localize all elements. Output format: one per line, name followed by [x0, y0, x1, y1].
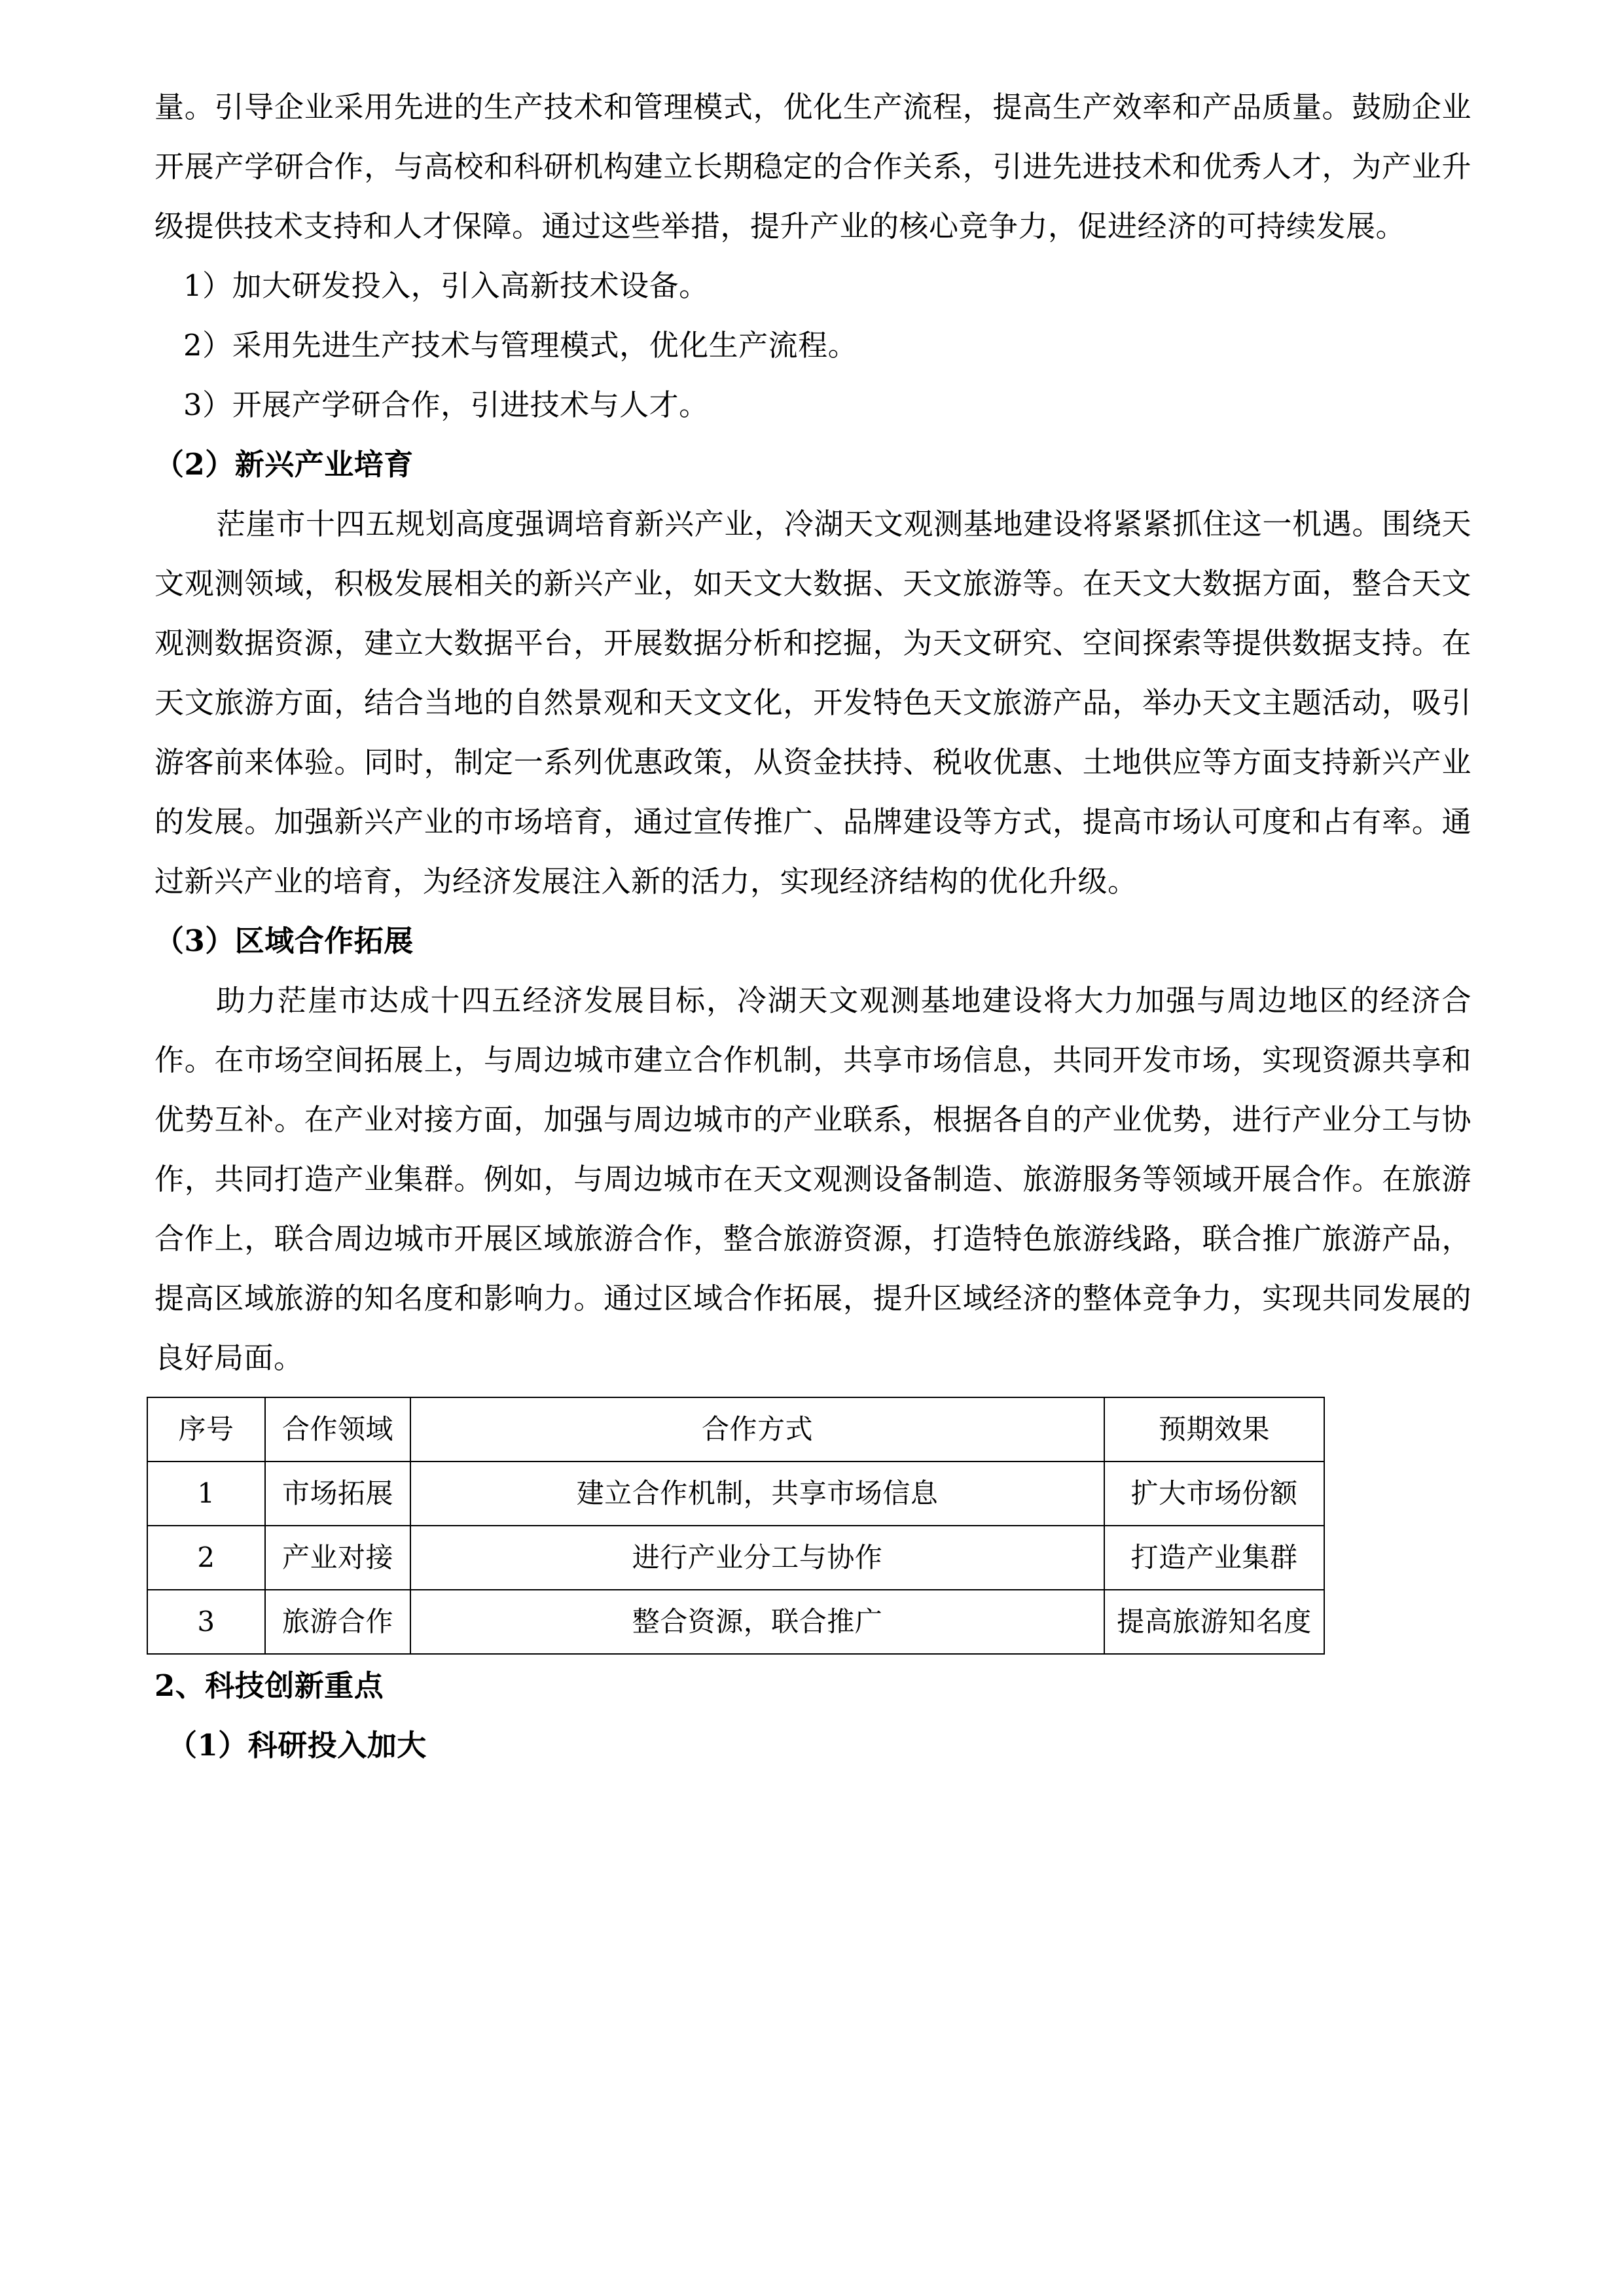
table-cell-no: 3 [147, 1590, 265, 1654]
table-cell-area: 旅游合作 [265, 1590, 410, 1654]
heading-regional-cooperation: （3）区域合作拓展 [154, 924, 414, 958]
table-header-cell-way: 合作方式 [410, 1397, 1104, 1462]
heading-research-investment: （1）科研投入加大 [168, 1728, 427, 1763]
table-cell-area: 市场拓展 [265, 1462, 410, 1526]
table-header-cell-no: 序号 [147, 1397, 265, 1462]
table-cell-way: 整合资源，联合推广 [410, 1590, 1104, 1654]
table-row [147, 1462, 1324, 1526]
table-cell-eff: 扩大市场份额 [1104, 1462, 1324, 1526]
paragraph-emerging-industry: 茫崖市十四五规划高度强调培育新兴产业，冷湖天文观测基地建设将紧紧抓住这一机遇。围绕天文观测领域，积极发展相关的新兴产业，如天文大数据、天文旅游等。在天文大数据方面，整合天文观测数据资源，建立大数据平台，开展数据分析和挖掘，为天文研究、空间探索等提供数据支持。在天文旅游方面，结合当地的自然景观和天文文化，开发特色天文旅游产品，举办天文主题活动，吸引游客前来体验。同时，制定一系列优惠政策，从资金扶持、税收优惠、土地供应等方面支持新兴产业的发展。加强新兴产业的市场培育，通过宣传推广、品牌建设等方式，提高市场认可度和占有率。通过新兴产业的培育，为经济发展注入新的活力，实现经济结构的优化升级。 [154, 507, 1471, 899]
paragraph-regional-cooperation: 助力茫崖市达成十四五经济发展目标，冷湖天文观测基地建设将大力加强与周边地区的经济合作。在市场空间拓展上，与周边城市建立合作机制，共享市场信息，共同开发市场，实现资源共享和优势互补。在产业对接方面，加强与周边城市的产业联系，根据各自的产业优势，进行产业分工与协作，共同打造产业集群。例如，与周边城市在天文观测设备制造、旅游服务等领域开展合作。在旅游合作上，联合周边城市开展区域旅游合作，整合旅游资源，打造特色旅游线路，联合推广旅游产品，提高区域旅游的知名度和影响力。通过区域合作拓展，提升区域经济的整体竞争力，实现共同发展的良好局面。 [154, 983, 1471, 1375]
table-header-cell-area: 合作领域 [265, 1397, 410, 1462]
cooperation-table [147, 1397, 1325, 1655]
heading-emerging-industry: （2）新兴产业培育 [154, 447, 414, 482]
table-cell-eff: 提高旅游知名度 [1104, 1590, 1324, 1654]
list-item-2: 2）采用先进生产技术与管理模式，优化生产流程。 [183, 328, 858, 363]
table-cell-eff: 打造产业集群 [1104, 1526, 1324, 1590]
page-content [154, 77, 1471, 1775]
table-header-row [147, 1397, 1324, 1462]
paragraph-continued-production: 量。引导企业采用先进的生产技术和管理模式，优化生产流程，提高生产效率和产品质量。鼓励企业开展产学研合作，与高校和科研机构建立长期稳定的合作关系，引进先进技术和优秀人才，为产业升级提供技术支持和人才保障。通过这些举措，提升产业的核心竞争力，促进经济的可持续发展。 [154, 90, 1471, 243]
table-header-cell-eff: 预期效果 [1104, 1397, 1324, 1462]
heading-tech-innovation: 2、科技创新重点 [154, 1668, 384, 1703]
table-row [147, 1590, 1324, 1654]
cooperation-table-wrapper [147, 1397, 1324, 1655]
table-cell-area: 产业对接 [265, 1526, 410, 1590]
table-row [147, 1526, 1324, 1590]
table-cell-way: 建立合作机制，共享市场信息 [410, 1462, 1104, 1526]
list-item-3: 3）开展产学研合作，引进技术与人才。 [183, 387, 709, 422]
table-cell-no: 2 [147, 1526, 265, 1590]
table-cell-way: 进行产业分工与协作 [410, 1526, 1104, 1590]
list-item-1: 1）加大研发投入，引入高新技术设备。 [183, 268, 709, 303]
table-cell-no: 1 [147, 1462, 265, 1526]
